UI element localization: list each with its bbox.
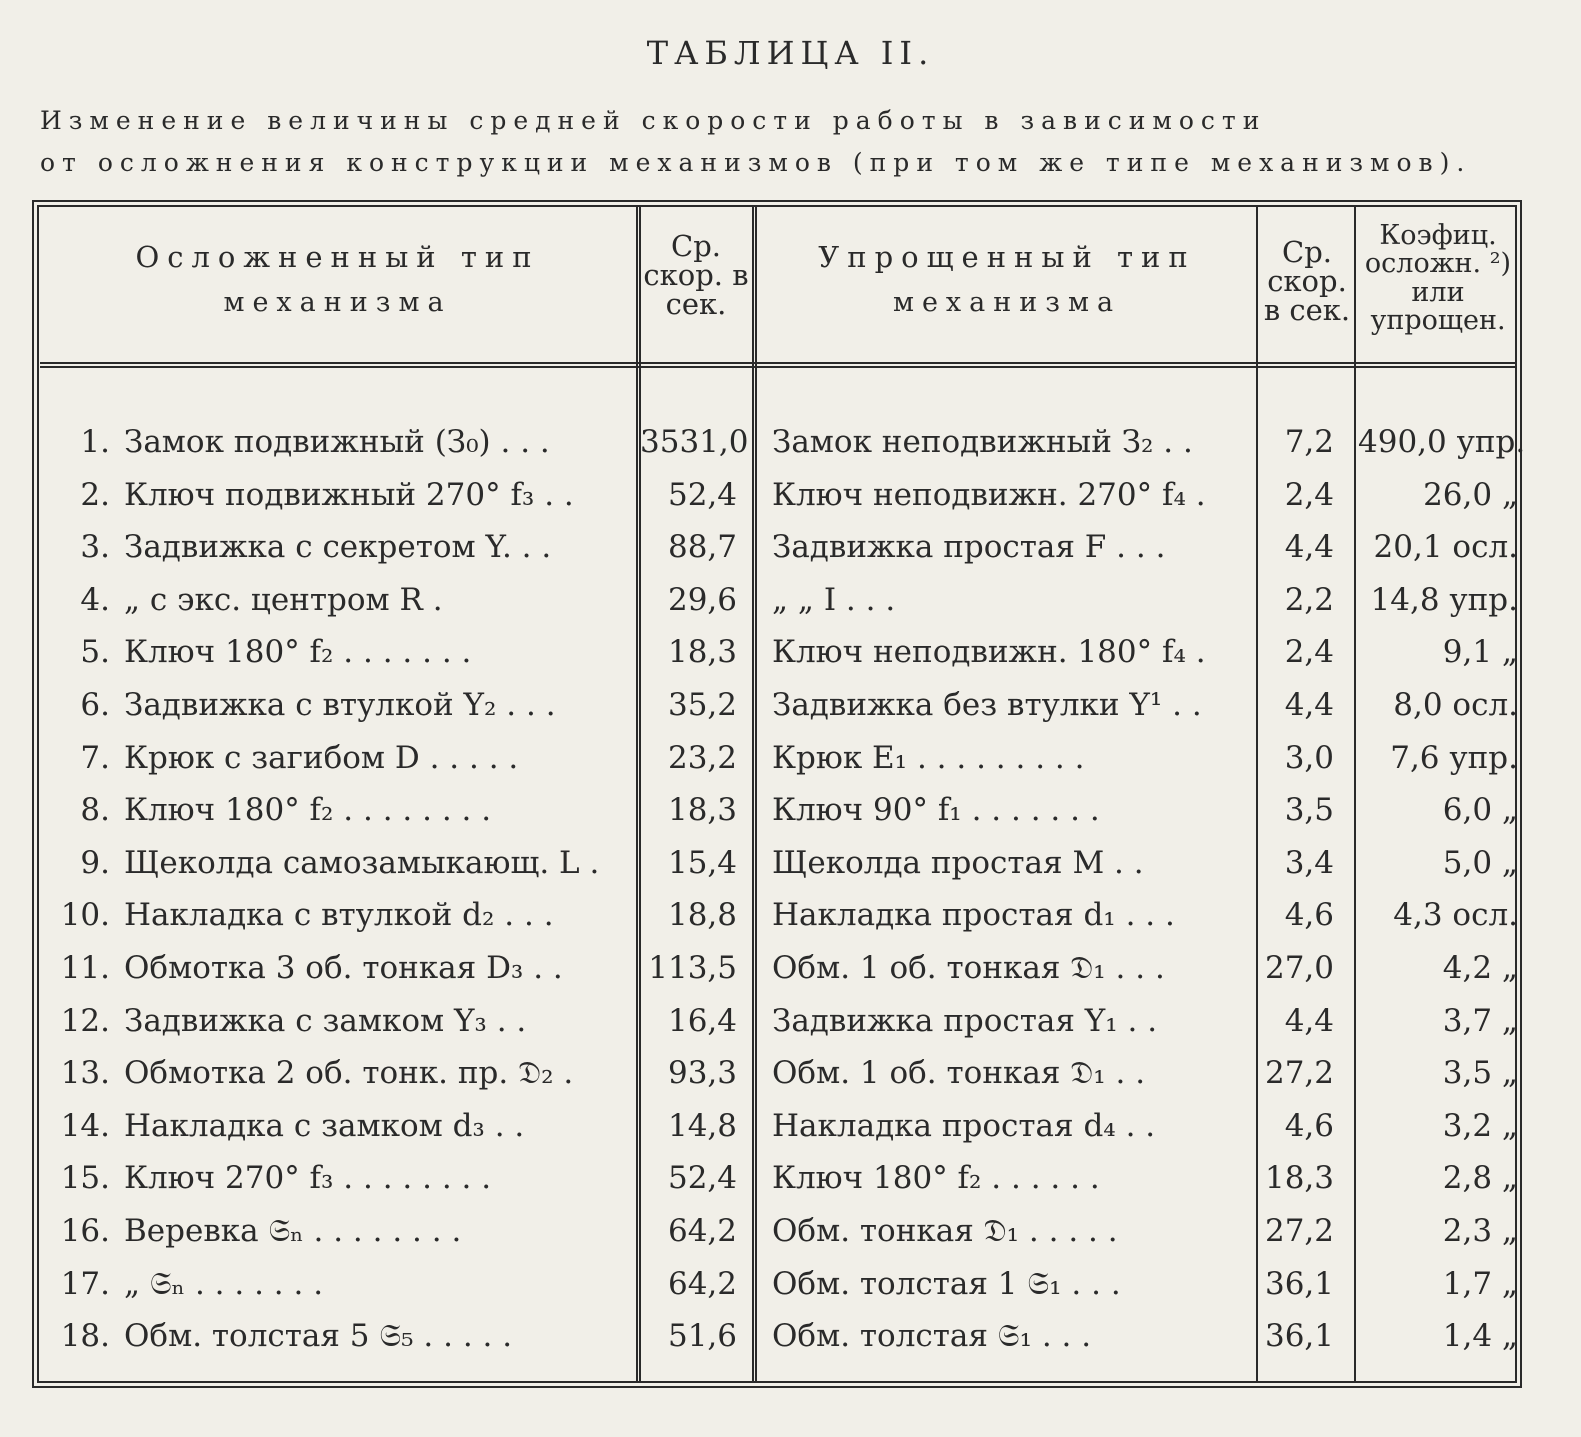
- speed-2-cell: 2,4: [1284, 476, 1334, 513]
- column-divider: [636, 205, 641, 1383]
- speed-1-cell: 64,2: [667, 1265, 737, 1302]
- complex-type-cell: Обмотка 2 об. тонк. пр. 𝔇₂ .: [124, 1055, 574, 1092]
- complex-type-cell: Обмотка 3 об. тонкая D₃ . .: [124, 950, 563, 986]
- speed-1-cell: 29,6: [667, 581, 737, 618]
- coefficient-cell: 8,0 осл.: [1393, 687, 1518, 723]
- complex-type-cell: Замок подвижный (З₀) . . .: [124, 424, 550, 460]
- complex-type-cell: Накладка с втулкой d₂ . . .: [124, 897, 554, 934]
- speed-1-cell: 88,7: [667, 529, 737, 566]
- speed-2-cell: 3,0: [1284, 739, 1334, 776]
- speed-1-cell: 93,3: [667, 1055, 737, 1092]
- header-coef-line3: или: [1411, 276, 1465, 308]
- speed-2-cell: 4,6: [1284, 1107, 1334, 1144]
- row-number: 8.: [80, 792, 110, 829]
- complex-type-cell: „ с экс. центром R .: [124, 581, 443, 618]
- coefficient-cell: 1,7 „: [1442, 1265, 1518, 1302]
- row-number: 2.: [80, 476, 110, 513]
- simple-type-cell: Обм. тонкая 𝔇₁ . . . . .: [772, 1213, 1118, 1249]
- speed-1-cell: 51,6: [667, 1318, 737, 1355]
- complex-type-cell: Задвижка с замком Y₃ . .: [124, 1002, 527, 1039]
- simple-type-cell: Обм. толстая 𝔖₁ . . .: [772, 1318, 1092, 1355]
- simple-type-cell: Обм. 1 об. тонкая 𝔇₁ . .: [772, 1055, 1146, 1092]
- header-complex-type: [45, 240, 630, 319]
- speed-1-cell: 35,2: [667, 687, 737, 723]
- speed-1-cell: 18,3: [667, 792, 737, 829]
- speed-2-cell: 36,1: [1264, 1318, 1334, 1355]
- speed-2-cell: 27,2: [1264, 1213, 1334, 1249]
- header-coef-line2: осложн. ²): [1364, 248, 1512, 280]
- speed-2-cell: 4,6: [1284, 897, 1334, 934]
- row-number: 10.: [60, 897, 110, 934]
- speed-1-cell: 15,4: [667, 844, 737, 881]
- caption-line-2: от осложнения конструкции механизмов (при том же типе механизмов).: [40, 148, 1472, 177]
- complex-type-cell: Крюк с загибом D . . . . .: [124, 739, 519, 776]
- speed-1-cell: 64,2: [667, 1213, 737, 1249]
- coefficient-cell: 7,6 упр.: [1390, 739, 1518, 776]
- table-title: ТАБЛИЦА II.: [646, 34, 935, 72]
- row-number: 9.: [80, 844, 110, 881]
- header-complex-type-line1: Осложненный тип: [135, 240, 540, 274]
- coefficient-cell: 26,0 „: [1423, 476, 1518, 513]
- row-number: 11.: [60, 950, 110, 986]
- simple-type-cell: Ключ неподвижн. 270° f₄ .: [772, 476, 1206, 513]
- speed-2-cell: 36,1: [1264, 1265, 1334, 1302]
- header-simple-type-line1: Упрощенный тип: [818, 240, 1196, 274]
- header-coef-line4: упрощен.: [1370, 305, 1506, 337]
- row-number: 3.: [80, 529, 110, 566]
- row-number: 16.: [60, 1213, 110, 1249]
- coefficient-cell: 20,1 осл.: [1373, 529, 1518, 566]
- header-speed-2: Ср. скор. в сек.: [1263, 235, 1351, 327]
- speed-2-cell: 4,4: [1284, 529, 1334, 566]
- simple-type-cell: Замок неподвижный З₂ . .: [772, 424, 1193, 460]
- simple-type-cell: Крюк E₁ . . . . . . . . .: [772, 739, 1085, 776]
- coefficient-cell: 2,3 „: [1442, 1213, 1518, 1249]
- simple-type-cell: Обм. толстая 1 𝔖₁ . . .: [772, 1265, 1121, 1302]
- simple-type-cell: Задвижка простая Y₁ . .: [772, 1002, 1158, 1039]
- row-number: 12.: [60, 1002, 110, 1039]
- row-number: 5.: [80, 634, 110, 671]
- speed-2-cell: 27,0: [1264, 950, 1334, 986]
- speed-1-cell: 16,4: [667, 1002, 737, 1039]
- simple-type-cell: „ „ I . . .: [772, 581, 896, 618]
- coefficient-cell: 14,8 упр.: [1370, 581, 1518, 618]
- coefficient-cell: 4,3 осл.: [1393, 897, 1518, 934]
- complex-type-cell: Ключ 270° f₃ . . . . . . . .: [124, 1160, 492, 1197]
- coefficient-cell: 3,5 „: [1442, 1055, 1518, 1092]
- coefficient-cell: 2,8 „: [1442, 1160, 1518, 1197]
- header-separator: [40, 362, 1516, 368]
- complex-type-cell: Задвижка с секретом Y. . .: [124, 529, 552, 566]
- speed-1-cell: 18,8: [667, 897, 737, 934]
- simple-type-cell: Задвижка простая F . . .: [772, 529, 1166, 566]
- speed-2-cell: 18,3: [1264, 1160, 1334, 1197]
- row-number: 7.: [80, 739, 110, 776]
- simple-type-cell: Ключ 180° f₂ . . . . . .: [772, 1160, 1100, 1197]
- complex-type-cell: Щеколда самозамыкающ. L .: [124, 844, 600, 881]
- row-number: 18.: [60, 1318, 110, 1355]
- coefficient-cell: 4,2 „: [1442, 950, 1518, 986]
- speed-1-cell: 18,3: [667, 634, 737, 671]
- speed-1-cell: 14,8: [667, 1107, 737, 1144]
- complex-type-cell: Обм. толстая 5 𝔖₅ . . . . .: [124, 1318, 513, 1355]
- header-complex-type-line2: механизма: [223, 286, 452, 318]
- speed-1-cell: 23,2: [667, 739, 737, 776]
- row-number: 6.: [80, 687, 110, 723]
- speed-2-cell: 4,4: [1284, 687, 1334, 723]
- header-coefficient: [1358, 222, 1518, 335]
- simple-type-cell: Накладка простая d₁ . . .: [772, 897, 1175, 934]
- simple-type-cell: Обм. 1 об. тонкая 𝔇₁ . . .: [772, 950, 1165, 986]
- coefficient-cell: 1,4 „: [1442, 1318, 1518, 1355]
- speed-2-cell: 4,4: [1284, 1002, 1334, 1039]
- simple-type-cell: Ключ 90° f₁ . . . . . . .: [772, 792, 1100, 829]
- speed-2-cell: 2,2: [1284, 581, 1334, 618]
- complex-type-cell: Накладка с замком d₃ . .: [124, 1107, 525, 1144]
- complex-type-cell: Ключ 180° f₂ . . . . . . .: [124, 634, 472, 671]
- row-number: 14.: [60, 1107, 110, 1144]
- speed-2-cell: 3,5: [1284, 792, 1334, 829]
- coefficient-cell: 5,0 „: [1442, 844, 1518, 881]
- complex-type-cell: „ 𝔖ₙ . . . . . . .: [124, 1265, 324, 1302]
- speed-1-cell: 52,4: [667, 476, 737, 513]
- coefficient-cell: 3,2 „: [1442, 1107, 1518, 1144]
- header-simple-type: [760, 240, 1254, 319]
- coefficient-cell: 490,0 упр.: [1358, 424, 1526, 460]
- speed-2-cell: 3,4: [1284, 844, 1334, 881]
- speed-2-cell: 7,2: [1284, 424, 1334, 460]
- simple-type-cell: Задвижка без втулки Y¹ . .: [772, 687, 1202, 723]
- speed-2-cell: 27,2: [1264, 1055, 1334, 1092]
- complex-type-cell: Веревка 𝔖ₙ . . . . . . . .: [124, 1213, 462, 1249]
- header-coef-line1: Коэфиц.: [1379, 220, 1497, 251]
- header-speed-1: Ср. скор. в сек.: [643, 229, 749, 321]
- simple-type-cell: Щеколда простая M . .: [772, 844, 1144, 881]
- speed-1-cell: 52,4: [667, 1160, 737, 1197]
- column-divider: [752, 205, 757, 1383]
- column-divider: [1256, 205, 1258, 1383]
- coefficient-cell: 6,0 „: [1442, 792, 1518, 829]
- speed-1-cell: 3531,0: [640, 424, 749, 460]
- complex-type-cell: Ключ подвижный 270° f₃ . .: [124, 476, 574, 513]
- coefficient-cell: 3,7 „: [1442, 1002, 1518, 1039]
- speed-2-cell: 2,4: [1284, 634, 1334, 671]
- row-number: 4.: [80, 581, 110, 618]
- row-number: 17.: [60, 1265, 110, 1302]
- row-number: 15.: [60, 1160, 110, 1197]
- header-simple-type-line2: механизма: [892, 286, 1122, 318]
- caption-line-1: Изменение величины средней скорости работы в зависимости: [40, 106, 1267, 135]
- coefficient-cell: 9,1 „: [1442, 634, 1518, 671]
- row-number: 13.: [60, 1055, 110, 1092]
- complex-type-cell: Задвижка с втулкой Y₂ . . .: [124, 687, 556, 723]
- column-divider: [1354, 205, 1356, 1383]
- simple-type-cell: Ключ неподвижн. 180° f₄ .: [772, 634, 1206, 671]
- row-number: 1.: [80, 424, 110, 460]
- complex-type-cell: Ключ 180° f₂ . . . . . . . .: [124, 792, 492, 829]
- simple-type-cell: Накладка простая d₄ . .: [772, 1107, 1156, 1144]
- speed-1-cell: 113,5: [648, 950, 737, 986]
